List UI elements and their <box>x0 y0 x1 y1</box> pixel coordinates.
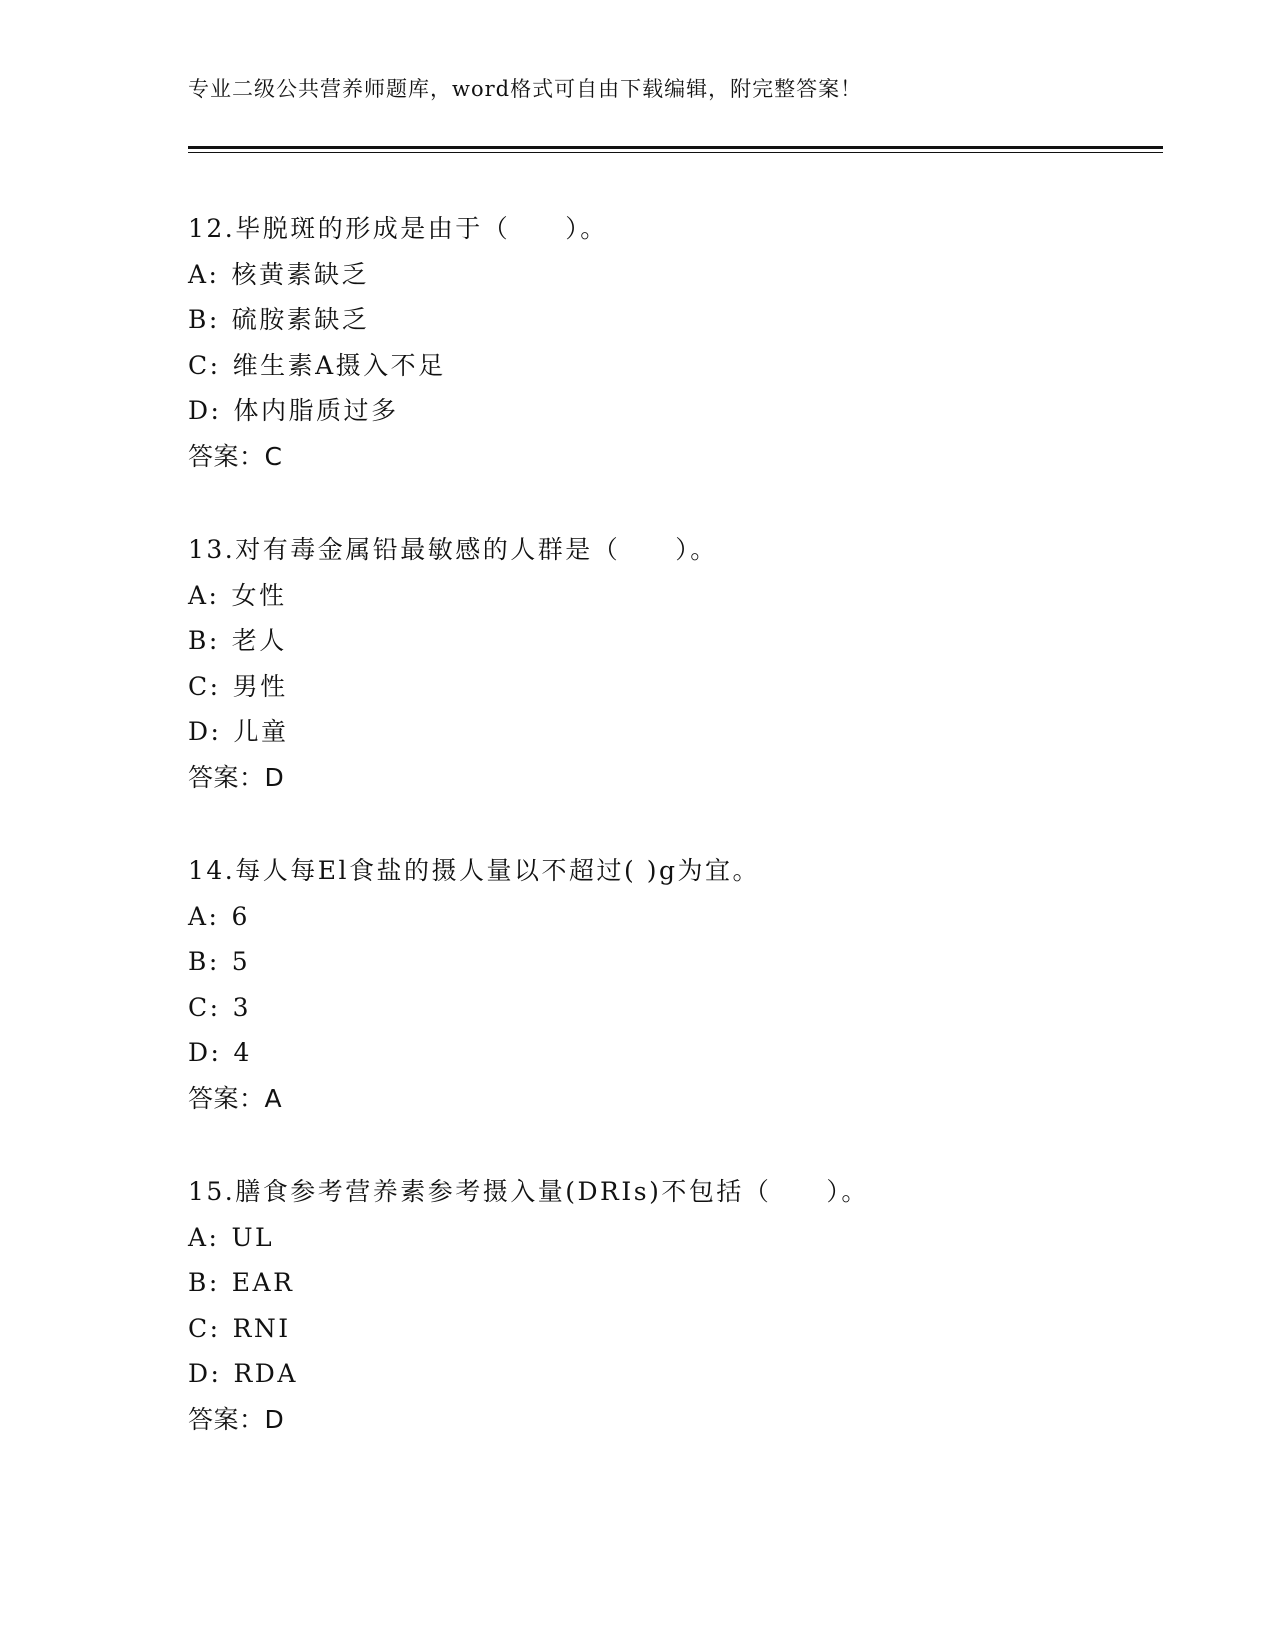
page-header: 专业二级公共营养师题库，word格式可自由下载编辑，附完整答案！ <box>188 77 863 101</box>
option-letter: B: <box>188 1268 220 1298</box>
option-letter: C: <box>188 992 221 1022</box>
option-a <box>188 894 1163 940</box>
question-stem: 13.对有毒金属铅最敏感的人群是（ ）。 <box>188 535 718 564</box>
question-13 <box>188 527 1163 848</box>
question-stem: 15.膳食参考营养素参考摄入量(DRIs)不包括（ ）。 <box>188 1177 869 1206</box>
option-letter: B: <box>188 626 220 656</box>
header-divider-thick <box>188 146 1163 149</box>
option-b <box>188 618 1163 664</box>
option-letter: D: <box>188 717 222 747</box>
option-d <box>188 1351 1163 1397</box>
option-letter: C: <box>188 1313 221 1343</box>
answer-line: 答案：D <box>188 1404 285 1434</box>
answer-line: 答案：A <box>188 1083 283 1113</box>
option-text: 体内脂质过多 <box>233 396 399 426</box>
option-c <box>188 343 1163 389</box>
option-text: 女性 <box>231 580 287 610</box>
option-a <box>188 1215 1163 1261</box>
option-letter: B: <box>188 305 220 335</box>
option-b <box>188 297 1163 343</box>
option-text: 维生素A摄入不足 <box>232 350 446 380</box>
question-14 <box>188 848 1163 1169</box>
question-12 <box>188 206 1163 527</box>
option-c <box>188 985 1163 1031</box>
option-c <box>188 664 1163 710</box>
option-text: 5 <box>231 947 251 977</box>
option-text: 3 <box>232 992 251 1022</box>
option-letter: A: <box>188 901 220 931</box>
option-letter: D: <box>188 1359 222 1389</box>
answer-line: 答案：D <box>188 762 285 792</box>
option-text: RDA <box>233 1359 298 1389</box>
question-stem: 12.毕脱斑的形成是由于（ ）。 <box>188 214 608 243</box>
option-text: 6 <box>231 901 250 931</box>
option-letter: D: <box>188 396 222 426</box>
option-letter: A: <box>188 580 220 610</box>
option-b <box>188 939 1163 985</box>
header-divider-thin <box>188 152 1163 153</box>
option-letter: D: <box>188 1038 222 1068</box>
option-text: 男性 <box>232 671 288 701</box>
question-list <box>188 206 1163 1490</box>
option-c <box>188 1306 1163 1352</box>
option-letter: A: <box>188 259 220 289</box>
option-text: 硫胺素缺乏 <box>231 305 370 335</box>
option-letter: C: <box>188 350 221 380</box>
option-letter: A: <box>188 1222 220 1252</box>
option-a <box>188 252 1163 298</box>
option-text: UL <box>231 1222 275 1252</box>
option-letter: C: <box>188 671 221 701</box>
option-text: 老人 <box>231 626 287 656</box>
option-d <box>188 709 1163 755</box>
option-letter: B: <box>188 947 220 977</box>
option-text: RNI <box>232 1313 291 1343</box>
option-b <box>188 1260 1163 1306</box>
option-text: 4 <box>233 1038 252 1068</box>
option-text: 核黄素缺乏 <box>231 259 369 289</box>
answer-line: 答案：C <box>188 441 283 471</box>
option-a <box>188 573 1163 619</box>
question-15 <box>188 1169 1163 1490</box>
option-text: EAR <box>231 1268 295 1298</box>
question-stem: 14.每人每El食盐的摄人量以不超过( )g为宜。 <box>188 856 760 885</box>
option-d <box>188 1030 1163 1076</box>
option-d <box>188 388 1163 434</box>
option-text: 儿童 <box>233 717 289 747</box>
